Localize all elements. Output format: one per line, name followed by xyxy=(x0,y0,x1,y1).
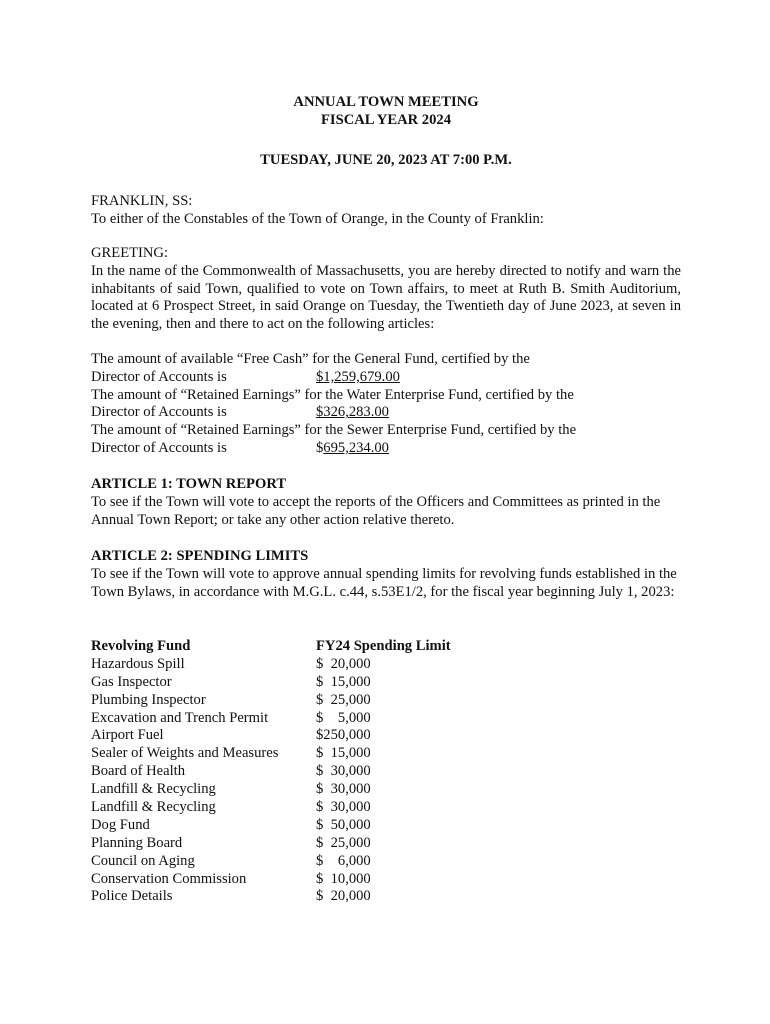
fund-name: Board of Health xyxy=(91,763,186,780)
meeting-header xyxy=(91,94,681,130)
table-row xyxy=(91,888,681,906)
sewer-amount-prefix: $ xyxy=(316,439,324,456)
fund-name: Airport Fuel xyxy=(91,727,164,744)
fund-limit: $ 25,000 xyxy=(316,834,371,851)
meeting-date xyxy=(91,152,681,170)
free-cash-amount: $1,259,679.00 xyxy=(316,368,400,385)
free-cash-text: The amount of available “Free Cash” for the General Fund, certified by the xyxy=(91,351,530,367)
water-director: Director of Accounts is xyxy=(91,404,227,421)
sewer-director: Director of Accounts is xyxy=(91,439,227,456)
county-line: FRANKLIN, SS: xyxy=(91,193,193,209)
header-fiscal-year: FISCAL YEAR 2024 xyxy=(320,111,451,128)
greeting-label: GREETING: xyxy=(91,245,169,261)
fund-limit: $ 50,000 xyxy=(316,816,371,833)
table-body xyxy=(91,656,681,906)
table-row xyxy=(91,835,681,853)
col-header-limit: FY24 Spending Limit xyxy=(316,638,451,654)
fund-name: Landfill & Recycling xyxy=(91,781,216,798)
fund-name: Planning Board xyxy=(91,834,183,851)
fund-limit: $ 20,000 xyxy=(316,655,371,672)
sewer-text: The amount of “Retained Earnings” for the Sewer Enterprise Fund, certified by the xyxy=(91,422,577,439)
header-title: ANNUAL TOWN MEETING xyxy=(293,94,479,110)
greeting-body: In the name of the Commonwealth of Massachusetts, you are hereby directed to notify and warn the inhabitants of said Town, qualified to vote on Town affairs, to meet at Ruth B. Smith Auditorium, located at 6 Prospect Street, in said Orange on Tuesday, the Twentieth day of June 2023, at seven in the evening, then and there to act on the following articles: xyxy=(91,262,681,333)
table-header xyxy=(91,638,681,656)
to-line: To either of the Constables of the Town of Orange, in the County of Franklin: xyxy=(91,210,544,227)
water-amount: $326,283.00 xyxy=(316,404,389,421)
table-row xyxy=(91,763,681,781)
fund-limit: $ 6,000 xyxy=(316,852,371,869)
free-cash-row xyxy=(91,369,681,387)
fund-name: Plumbing Inspector xyxy=(91,691,206,708)
fund-limit: $ 15,000 xyxy=(316,673,371,690)
table-row xyxy=(91,692,681,710)
fund-name: Conservation Commission xyxy=(91,870,247,887)
table-row xyxy=(91,871,681,889)
fund-limit: $ 20,000 xyxy=(316,888,371,905)
table-row xyxy=(91,853,681,871)
table-row xyxy=(91,674,681,692)
fund-limit: $ 10,000 xyxy=(316,870,371,887)
fund-limit: $ 30,000 xyxy=(316,781,371,798)
water-line xyxy=(91,387,681,405)
article-1-body: To see if the Town will vote to accept the reports of the Officers and Committees as printed in the Annual Town Report; or take any other action relative thereto. xyxy=(91,493,661,528)
fund-name: Council on Aging xyxy=(91,852,195,869)
col-header-fund: Revolving Fund xyxy=(91,638,191,654)
free-cash-director: Director of Accounts is xyxy=(91,368,227,385)
fund-name: Hazardous Spill xyxy=(91,655,185,672)
table-row xyxy=(91,745,681,763)
table-row xyxy=(91,710,681,728)
address-block xyxy=(91,193,681,229)
funds-block xyxy=(91,351,681,458)
fund-name: Landfill & Recycling xyxy=(91,799,216,816)
fund-limit: $ 15,000 xyxy=(316,745,371,762)
article-2-body: To see if the Town will vote to approve annual spending limits for revolving funds established in the Town Bylaws, in accordance with M.G.L. c.44, s.53E1/2, for the fiscal year beginning July 1, 2023: xyxy=(91,565,677,600)
article-2 xyxy=(91,548,681,601)
free-cash-line xyxy=(91,351,681,369)
water-row xyxy=(91,404,681,422)
table-row xyxy=(91,817,681,835)
fund-name: Excavation and Trench Permit xyxy=(91,709,269,726)
table-row xyxy=(91,781,681,799)
sewer-row xyxy=(91,440,681,458)
fund-name: Gas Inspector xyxy=(91,673,172,690)
table-row xyxy=(91,799,681,817)
article-1-title: ARTICLE 1: TOWN REPORT xyxy=(91,476,287,492)
fund-name: Dog Fund xyxy=(91,816,150,833)
fund-limit: $ 30,000 xyxy=(316,799,371,816)
sewer-amount-wrap xyxy=(316,440,389,458)
table-row xyxy=(91,727,681,745)
revolving-fund-table xyxy=(91,638,681,906)
article-1 xyxy=(91,476,681,529)
table-row xyxy=(91,656,681,674)
sewer-line xyxy=(91,422,681,440)
greeting-block xyxy=(91,245,681,334)
water-text: The amount of “Retained Earnings” for the Water Enterprise Fund, certified by the xyxy=(91,386,574,403)
fund-limit: $250,000 xyxy=(316,727,371,744)
fund-limit: $ 5,000 xyxy=(316,709,371,726)
fund-name: Police Details xyxy=(91,888,173,905)
fund-name: Sealer of Weights and Measures xyxy=(91,745,279,762)
sewer-amount: 695,234.00 xyxy=(323,439,389,456)
fund-limit: $ 30,000 xyxy=(316,763,371,780)
date-line: TUESDAY, JUNE 20, 2023 AT 7:00 P.M. xyxy=(260,152,512,168)
article-2-title: ARTICLE 2: SPENDING LIMITS xyxy=(91,548,309,564)
fund-limit: $ 25,000 xyxy=(316,691,371,708)
